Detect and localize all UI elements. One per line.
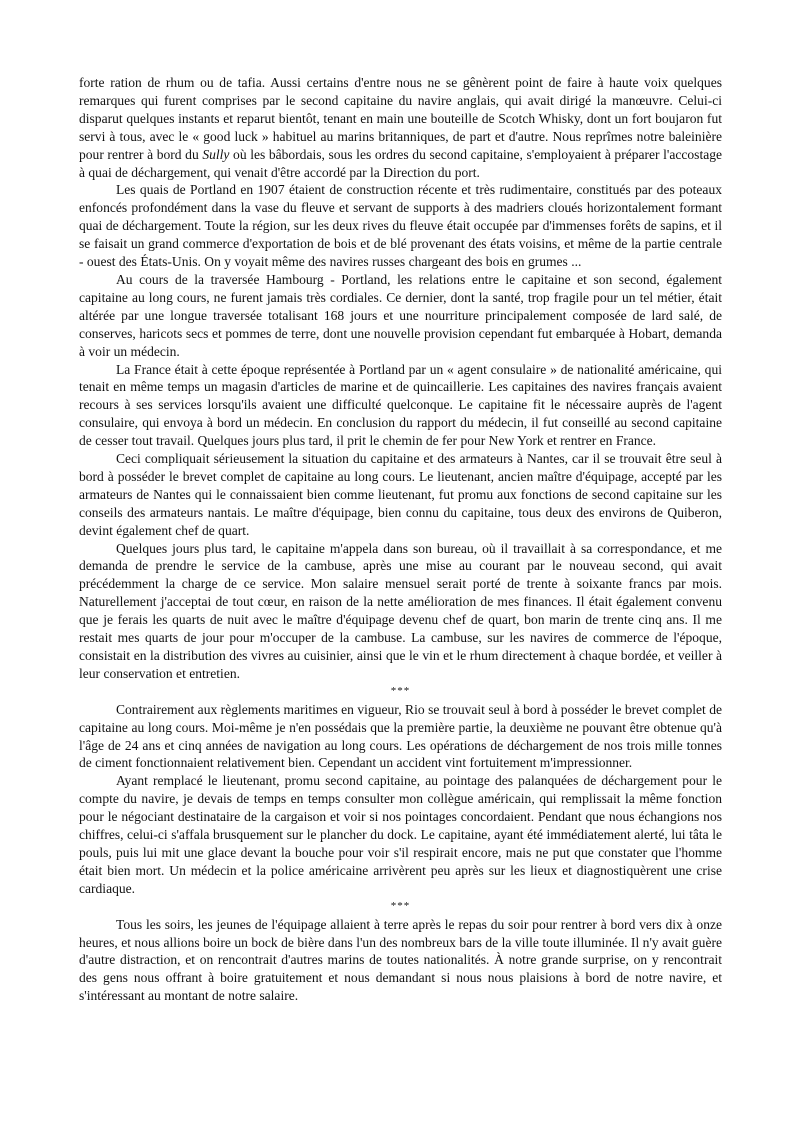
paragraph-6 (79, 540, 722, 683)
paragraph-text: La France était à cette époque représentée à Portland par un « agent consulaire » de nationalité américaine, qui tenait en même temps un magasin d'articles de marine et de quincaillerie. Les capitaines des navires français avaient recours à ses services lorsqu'ils avaient une difficulté quelconque. Le capitaine fit le nécessaire auprès de l'agent consulaire, qui envoya à bord un médecin. En conclusion du rapport du médecin, il fut conseillé au second capitaine de cesser tout travail. Quelques jours plus tard, il prit le chemin de fer pour New York et rentrer en France. (79, 361, 722, 449)
ship-name: Sully (202, 146, 230, 162)
paragraph-text: Tous les soirs, les jeunes de l'équipage allaient à terre après le repas du soir pour rentrer à bord vers dix à onze heures, et nous allions boire un bock de bière dans l'un des nombreux bars de la ville toute illuminée. Il n'y avait guère d'autre distraction, et on rencontrait d'autres marins de toutes nationalités. À notre grande surprise, on y rencontrait des gens nous offrant à boire gratuitement et nous demandant si nous nous plaisions à bord de notre navire, et s'intéressant au montant de notre salaire. (79, 916, 722, 1004)
paragraph-5 (79, 450, 722, 540)
section-separator: *** (390, 684, 411, 697)
paragraph-text: Les quais de Portland en 1907 étaient de construction récente et très rudimentaire, constitués par des poteaux enfoncés profondément dans la vase du fleuve et servant de supports à des madriers cloués horizontalement formant quai de déchargement. Toute la région, sur les deux rives du fleuve était occupée par d'immenses forêts de sapins, et il se faisait un grand commerce d'exportation de bois et de blé provenant des états voisins, et même de la partie centrale - ouest des États-Unis. On y voyait même des navires russes chargeant des bois en grumes ... (79, 182, 722, 270)
section-separator: *** (390, 899, 411, 912)
paragraph-9 (79, 916, 722, 1006)
paragraph-text: Ceci compliquait sérieusement la situation du capitaine et des armateurs à Nantes, car il se trouvait être seul à bord à posséder le brevet complet de capitaine au long cours. Le lieutenant, ancien maître d'équipage, accepté par les armateurs de Nantes qui le connaissaient bien comme lieutenant, fut promu aux fonctions de second capitaine sur les conseils des armateurs nantais. Le maître d'équipage, bien connu du capitaine, tous deux des environs de Quiberon, devint également chef de quart. (79, 451, 722, 538)
paragraph-1 (79, 74, 722, 181)
document-page (79, 74, 722, 1005)
paragraph-7 (79, 701, 722, 773)
paragraph-text: forte ration de rhum ou de tafia. Aussi certains d'entre nous ne se gênèrent point de faire à haute voix quelques remarques qui furent comprises par le second capitaine du navire anglais, qui avait dirigé la manœuvre. Celui-ci disparut quelques instants et reparut bientôt, tenant en main une bouteille de Scotch Whisky, dont un fort boujaron fut servi à tous, avec le « good luck » habituel au marins britanniques, de part et d'autre. Nous reprîmes notre baleinière pour rentrer à bord du (79, 75, 722, 162)
paragraph-text: Contrairement aux règlements maritimes en vigueur, Rio se trouvait seul à bord à posséder le brevet complet de capitaine au long cours. Moi-même je n'en possédais que la première partie, la deuxième ne pouvant être obtenue qu'à l'âge de 24 ans et cinq années de navigation au long cours. Les opérations de déchargement de nos trois mille tonnes de ciment fonctionnaient relativement bien. Cependant un accident vint fortuitement m'impressionner. (79, 701, 722, 771)
paragraph-text: Ayant remplacé le lieutenant, promu second capitaine, au pointage des palanquées de déchargement pour le compte du navire, je devais de temps en temps consulter mon collègue américain, qui remplissait la même fonction pour le négociant destinataire de la cargaison et voir si nos pointages concordaient. Pendant que nous échangions nos chiffres, celui-ci s'affala brusquement sur le plancher du dock. Le capitaine, ayant été immédiatement alerté, lui tâta le pouls, puis lui mit une glace devant la bouche pour voir s'il respirait encore, mais ne put que constater que l'homme était bien mort. Un médecin et la police américaine arrivèrent peu après sur les lieux et diagnostiquèrent une crise cardiaque. (79, 773, 722, 896)
paragraph-text: Quelques jours plus tard, le capitaine m'appela dans son bureau, où il travaillait à sa correspondance, et me demanda de prendre le service de la cambuse, après une mise au courant par le nouveau second, qui avait précédemment la charge de ce service. Mon salaire mensuel serait porté de trente à soixante francs par mois. Naturellement j'acceptai de tout cœur, en raison de la nette amélioration de mes finances. Il était également convenu que je ferais les quarts de nuit avec le maître d'équipage devenu chef de quart, bon marin de trente cinq ans. Il me restait mes quarts de jour pour m'occuper de la cambuse. La cambuse, sur les navires de commerce de l'époque, consistait en la distribution des vivres au cuisinier, ainsi que le vin et le rhum directement à chaque bordée, et veiller à leur conservation et entretien. (79, 540, 722, 681)
paragraph-text: Au cours de la traversée Hambourg - Portland, les relations entre le capitaine et son second, également capitaine au long cours, ne furent jamais très cordiales. Ce dernier, dont la santé, trop fragile pour un tel métier, était altérée par une longue traversée totalisant 168 jours et une nourriture principalement composée de lard salé, de conserves, haricots secs et pommes de terre, dont une nouvelle provision cependant fut embarquée à Hobart, demanda à voir un médecin. (79, 271, 722, 359)
paragraph-text: où les bâbordais, sous les ordres du second capitaine, s'employaient à préparer l'accostage à quai de déchargement, qui venait d'être accordé par la Direction du port. (79, 146, 723, 180)
paragraph-8 (79, 772, 722, 897)
paragraph-2 (79, 181, 722, 271)
paragraph-3 (79, 271, 722, 361)
paragraph-4 (79, 361, 722, 451)
